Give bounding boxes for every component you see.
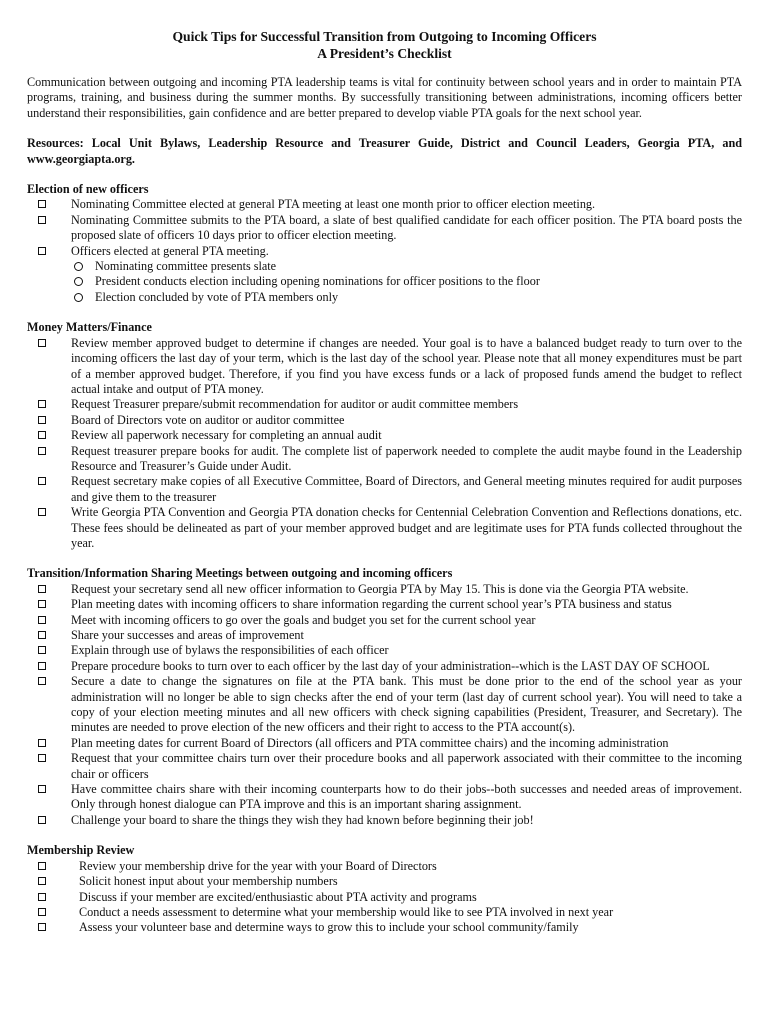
section-heading: Election of new officers — [27, 182, 149, 197]
sub-bullet-text: Nominating committee presents slate — [95, 259, 277, 274]
sub-bullet-list — [27, 259, 742, 305]
section-membership-review — [27, 843, 742, 935]
checklist-item-text: Write Georgia PTA Convention and Georgia PTA donation checks for Centennial Celebration Convention and Reflections donations, etc. These fees should be delineated as part of your member approved budget and are legitimate uses for PTA funds collected throughout the year. — [71, 505, 742, 550]
document-subtitle: A President’s Checklist — [317, 46, 452, 61]
checklist-item — [27, 751, 742, 782]
checkbox[interactable] — [38, 631, 46, 639]
resources-paragraph: Resources: Local Unit Bylaws, Leadership Resource and Treasurer Guide, District and Council Leaders, Georgia PTA, and www.georgiapta.org. — [27, 136, 742, 166]
checkbox[interactable] — [38, 923, 46, 931]
checklist-item — [27, 659, 742, 674]
checklist-item-text: Have committee chairs share with their incoming counterparts how to do their jobs--both successes and needed areas of improvement. Only through honest dialogue can PTA improve and this is an important sharing assignment. — [71, 782, 742, 812]
sub-bullet-item — [27, 259, 742, 274]
section-election — [27, 182, 742, 305]
checklist-item — [27, 736, 742, 751]
checkbox[interactable] — [38, 247, 46, 255]
document-page — [27, 0, 742, 936]
checklist-item — [27, 613, 742, 628]
checkbox[interactable] — [38, 739, 46, 747]
checkbox[interactable] — [38, 200, 46, 208]
checklist — [27, 859, 742, 936]
circle-bullet-icon — [74, 262, 83, 271]
checklist-item — [27, 859, 742, 874]
sub-bullet-item — [27, 274, 742, 289]
circle-bullet-icon — [74, 277, 83, 286]
checklist-item-text: Solicit honest input about your membership numbers — [79, 874, 338, 889]
sub-bullet-text: Election concluded by vote of PTA members only — [95, 289, 339, 304]
checklist-item-text: Plan meeting dates for current Board of Directors (all officers and PTA committee chairs) and the incoming administration — [71, 735, 669, 750]
checklist-item-text: Plan meeting dates with incoming officers to share information regarding the current school year’s PTA business and status — [71, 597, 672, 612]
checklist-item — [27, 920, 742, 935]
circle-bullet-icon — [74, 293, 83, 302]
checklist-item-text: Request treasurer prepare books for audit. The complete list of paperwork needed to complete the audit maybe found in the Leadership Resource and Treasurer’s Guide under Audit. — [71, 443, 742, 473]
checkbox[interactable] — [38, 754, 46, 762]
checklist-item-text: Request your secretary send all new officer information to Georgia PTA by May 15. This is done via the Georgia PTA website. — [71, 581, 689, 596]
checklist-item-text: Discuss if your member are excited/enthusiastic about PTA activity and programs — [79, 889, 477, 904]
checkbox[interactable] — [38, 646, 46, 654]
checklist — [27, 197, 742, 259]
checkbox[interactable] — [38, 216, 46, 224]
checkbox[interactable] — [38, 677, 46, 685]
checkbox[interactable] — [38, 416, 46, 424]
checklist-item — [27, 244, 742, 259]
document-title: Quick Tips for Successful Transition from Outgoing to Incoming Officers — [172, 29, 597, 44]
section-money-matters — [27, 320, 742, 551]
checklist-item-text: Board of Directors vote on auditor or auditor committee — [71, 412, 345, 427]
checkbox[interactable] — [38, 662, 46, 670]
checklist-item — [27, 444, 742, 475]
checklist-item-text: Nominating Committee submits to the PTA board, a slate of best qualified candidate for each officer position. The PTA board posts the proposed slate of officers 10 days prior to officer election meeting. — [71, 212, 742, 243]
checklist — [27, 336, 742, 552]
checkbox[interactable] — [38, 600, 46, 608]
intro-paragraph: Communication between outgoing and incoming PTA leadership teams is vital for continuity between school years and in order to maintain PTA programs, training, and business during the summer months. By successfully transitioning between administrations, incoming officers better understand their responsibilities, gain confidence and are better prepared to develop viable PTA goals for the next school year. — [27, 75, 742, 120]
checklist-item — [27, 213, 742, 244]
checklist-item-text: Request Treasurer prepare/submit recommendation for auditor or audit committee members — [71, 397, 519, 412]
checklist-item-text: Secure a date to change the signatures on file at the PTA bank. This must be done prior to the end of the school year as your administration will no longer be able to sign checks after the end of your term (last day of current school year). You will need to take a copy of your election meeting minutes and all new officers with check signing capabilities (President, Treasurer, and Secretary). The minutes are needed to prove election of the new officers and their right to access to the PTA account(s). — [71, 674, 742, 735]
checkbox[interactable] — [38, 616, 46, 624]
checkbox[interactable] — [38, 477, 46, 485]
checkbox[interactable] — [38, 785, 46, 793]
checkbox[interactable] — [38, 508, 46, 516]
checklist-item — [27, 890, 742, 905]
checklist-item — [27, 197, 742, 212]
checklist-item-text: Prepare procedure books to turn over to each officer by the last day of your administration--which is the LAST DAY OF SCHOOL — [71, 658, 710, 673]
checkbox[interactable] — [38, 893, 46, 901]
checkbox[interactable] — [38, 908, 46, 916]
checklist-item-text: Share your successes and areas of improvement — [71, 628, 304, 642]
checkbox[interactable] — [38, 400, 46, 408]
checklist-item — [27, 905, 742, 920]
checkbox[interactable] — [38, 862, 46, 870]
section-heading: Transition/Information Sharing Meetings between outgoing and incoming officers — [27, 566, 453, 581]
checkbox[interactable] — [38, 431, 46, 439]
checkbox[interactable] — [38, 339, 46, 347]
checklist-item — [27, 474, 742, 505]
checklist-item-text: Nominating Committee elected at general PTA meeting at least one month prior to officer election meeting. — [71, 197, 596, 212]
section-heading: Money Matters/Finance — [27, 320, 152, 335]
checklist-item — [27, 813, 742, 828]
checklist-item — [27, 782, 742, 813]
sub-bullet-text: President conducts election including opening nominations for officer positions to the floor — [95, 274, 540, 289]
checklist-item-text: Review all paperwork necessary for completing an annual audit — [71, 428, 382, 443]
checkbox[interactable] — [38, 447, 46, 455]
checklist-item-text: Assess your volunteer base and determine ways to grow this to include your school community/family — [79, 920, 579, 935]
checklist-item — [27, 597, 742, 612]
checklist-item — [27, 336, 742, 398]
checklist-item — [27, 674, 742, 736]
checklist-item-text: Review member approved budget to determine if changes are needed. Your goal is to have a balanced budget ready to turn over to the incoming officers the last day of your term, which is the last day of the school year. Please note that all money expenditures must be part of a member approved budget. Therefore, if you find you have excess funds or a lack of proposed funds amend the budget to reflect actual intake and output of PTA money. — [71, 335, 742, 396]
checklist-item-text: Officers elected at general PTA meeting. — [71, 243, 269, 258]
sub-bullet-item — [27, 290, 742, 305]
checklist-item-text: Challenge your board to share the things they wish they had known before beginning their job! — [71, 812, 534, 827]
checklist-item — [27, 428, 742, 443]
checklist-item — [27, 413, 742, 428]
checklist-item-text: Conduct a needs assessment to determine what your membership would like to see PTA involved in next year — [79, 904, 614, 919]
checklist-item — [27, 643, 742, 658]
checklist-item-text: Request secretary make copies of all Executive Committee, Board of Directors, and General meeting minutes required for audit purposes and give them to the treasurer — [71, 474, 742, 504]
checkbox[interactable] — [38, 816, 46, 824]
checklist-item-text: Meet with incoming officers to go over the goals and budget you set for the current school year — [71, 612, 536, 627]
section-transition-meetings — [27, 566, 742, 828]
checkbox[interactable] — [38, 585, 46, 593]
checklist-item — [27, 397, 742, 412]
section-heading: Membership Review — [27, 843, 135, 858]
checkbox[interactable] — [38, 877, 46, 885]
checklist-item-text: Review your membership drive for the year with your Board of Directors — [79, 858, 437, 873]
checklist-item — [27, 505, 742, 551]
checklist-item-text: Request that your committee chairs turn over their procedure books and all paperwork associated with their committee to the incoming chair or officers — [71, 751, 742, 781]
checklist — [27, 582, 742, 829]
checklist-item-text: Explain through use of bylaws the responsibilities of each officer — [71, 643, 389, 658]
checklist-item — [27, 628, 742, 643]
checklist-item — [27, 582, 742, 597]
checklist-item — [27, 874, 742, 889]
